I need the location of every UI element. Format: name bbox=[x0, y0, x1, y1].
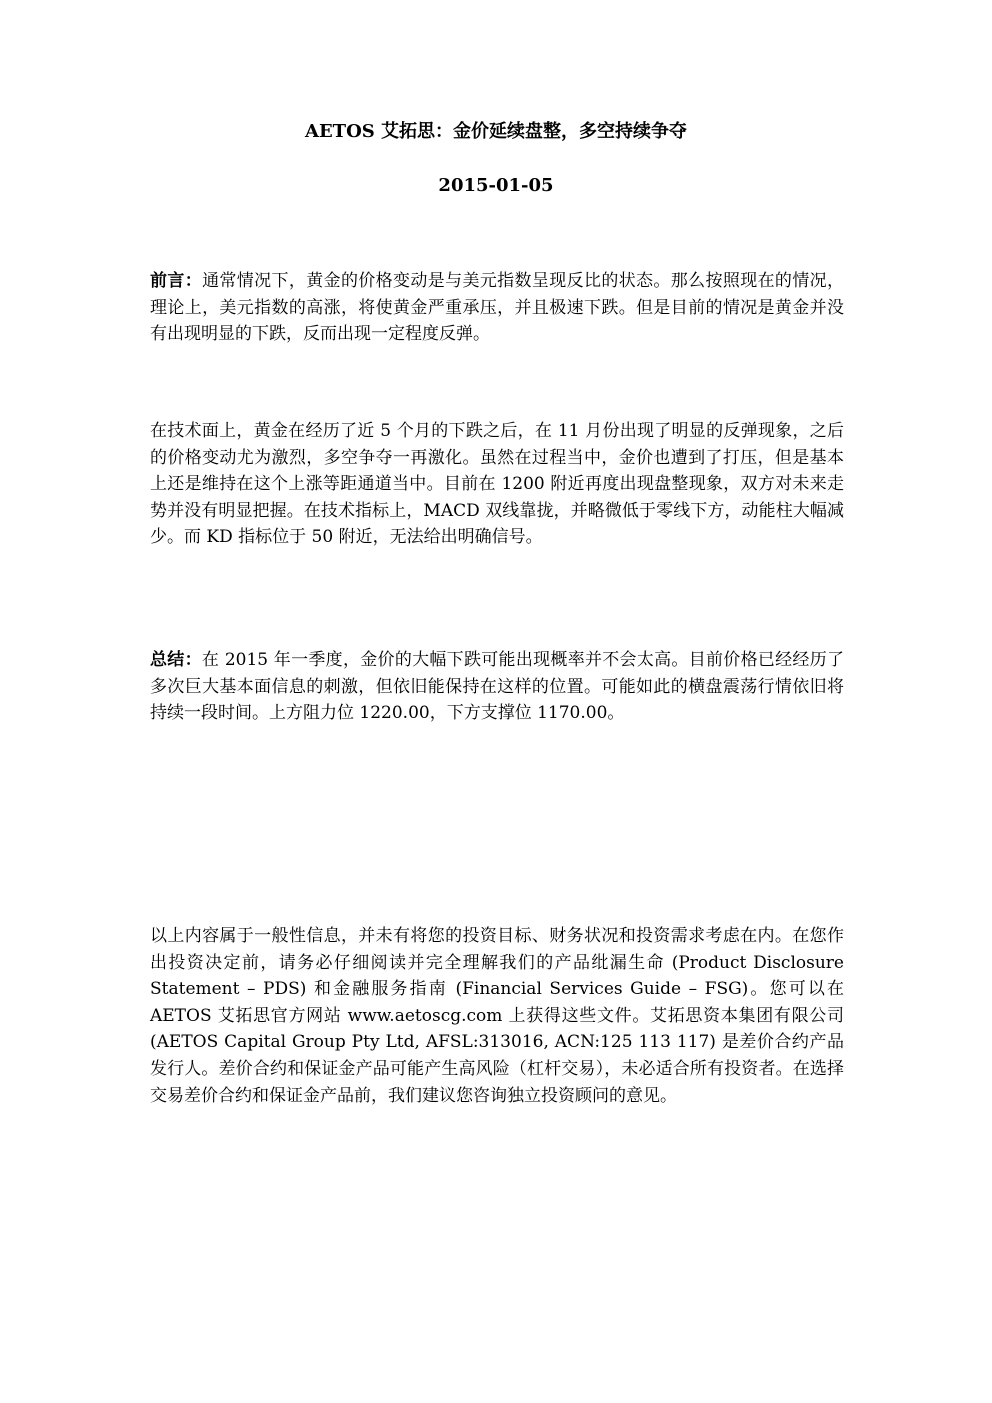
document-date: 2015-01-05 bbox=[438, 175, 554, 196]
technical-text: 在技术面上，黄金在经历了近 5 个月的下跌之后，在 11 月份出现了明显的反弹现象，之后的价格变动尤为激烈，多空争夺一再激化。虽然在过程当中，金价也遭到了打压，但是基本上还是维持在这个上涨等距通道当中。目前在 1200 附近再度出现盘整现象，双方对未来走势并没有明显把握。在技术指标上，MACD 双线靠拢，并略微低于零线下方，动能柱大幅减少。而 KD 指标位于 50 附近，无法给出明确信号。 bbox=[150, 421, 844, 548]
document-title: AETOS 艾拓思：金价延续盘整，多空持续争夺 bbox=[304, 121, 688, 142]
summary-paragraph bbox=[150, 647, 844, 727]
summary-label: 总结： bbox=[150, 650, 202, 670]
intro-paragraph bbox=[150, 268, 844, 348]
technical-paragraph bbox=[150, 418, 844, 551]
intro-label: 前言： bbox=[150, 271, 203, 291]
disclaimer-text: 以上内容属于一般性信息，并未有将您的投资目标、财务状况和投资需求考虑在内。在您作出投资决定前，请务必仔细阅读并完全理解我们的产品纰漏生命 (Product Disclosure Statement – PDS) 和金融服务指南 (Financial Services Guide – FSG)。您可以在 AETOS 艾拓思官方网站 www.aetoscg.com 上获得这些文件。艾拓思资本集团有限公司(AETOS Capital Group Pty Ltd, AFSL:313016, ACN:125 113 117) 是差价合约产品发行人。差价合约和保证金产品可能产生高风险（杠杆交易），未必适合所有投资者。在选择交易差价合约和保证金产品前，我们建议您咨询独立投资顾问的意见。 bbox=[150, 926, 844, 1106]
disclaimer-paragraph bbox=[150, 923, 844, 1109]
intro-text: 通常情况下，黄金的价格变动是与美元指数呈现反比的状态。那么按照现在的情况，理论上，美元指数的高涨，将使黄金严重承压，并且极速下跌。但是目前的情况是黄金并没有出现明显的下跌，反而出现一定程度反弹。 bbox=[150, 271, 844, 345]
summary-text: 在 2015 年一季度，金价的大幅下跌可能出现概率并不会太高。目前价格已经经历了多次巨大基本面信息的刺激，但依旧能保持在这样的位置。可能如此的横盘震荡行情依旧将持续一段时间。上方阻力位 1220.00，下方支撑位 1170.00。 bbox=[150, 650, 845, 724]
